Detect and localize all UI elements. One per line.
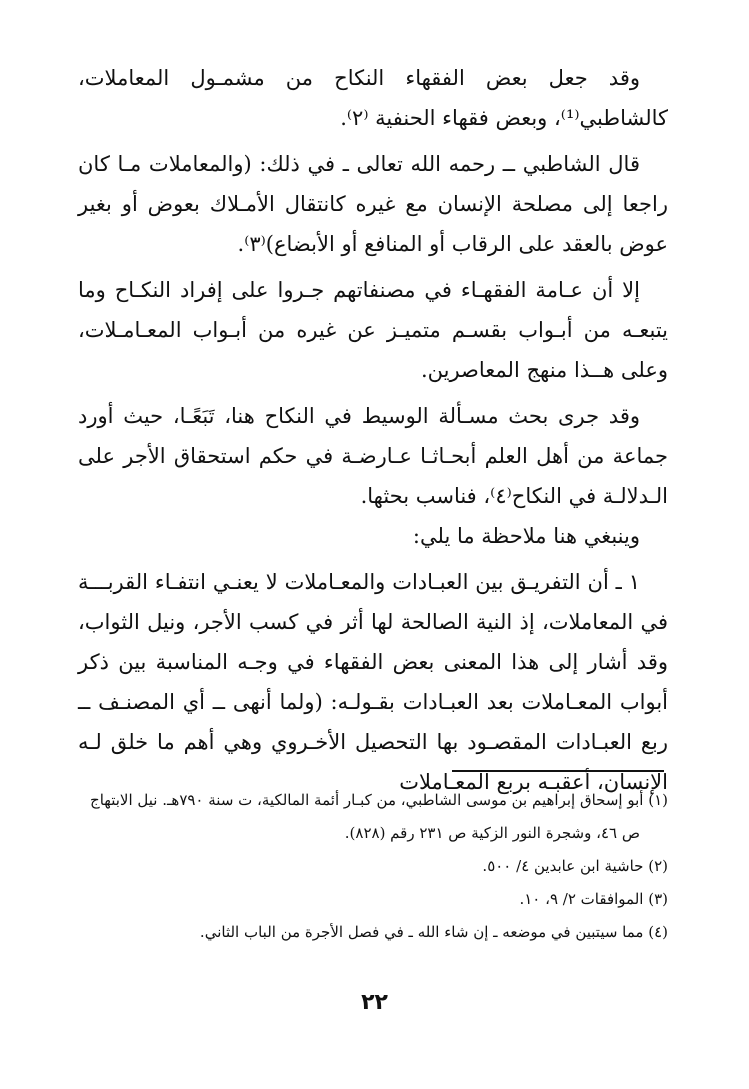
page-number: ٢٢ [361, 990, 388, 1015]
footnote-2: (٢) حاشية ابن عابدين ٤/ ٥٠٠. [482, 857, 668, 875]
paragraph-3: إلا أن عـامة الفقهـاء في مصنفاتهم جـروا على إفراد النكـاح وما يتبعـه من أبـواب بقسـم متميـز عن غيره من أبـواب المعـامـلات، وعلى هــذا منهج المعاصرين. [78, 278, 668, 382]
paragraph-5: وينبغي هنا ملاحظة ما يلي: [412, 524, 640, 548]
main-text [78, 58, 668, 802]
paragraph-6: ١ ـ أن التفريـق بين العبـادات والمعـاملات لا يعنـي انتفـاء القربـــة في المعاملات، إذ النية الصالحة لها أثر في كسب الأجر، ونيل الثواب، وقد أشار إلى هذا المعنى بعض الفقهاء في وجـه المناسبة بين ذكر أبواب المعـاملات بعد العبـادات بقـولـه: (ولما أنهى ــ أي المصنـف ــ ربع العبـادات المقصـود بها التحصيل الأخـروي وهي أهم ما خلق لـه الإنسان، أعقبـه بربع المعـاملات [78, 570, 668, 794]
paragraph-2: قال الشاطبي ــ رحمه الله تعالى ـ في ذلك: (والمعاملات مـا كان راجعا إلى مصلحة الإنسان مع غيره كانتقال الأمـلاك بعوض أو بغير عوض بالعقد على الرقاب أو المنافع أو الأبضاع)⁽٣⁾. [78, 152, 668, 256]
paragraph-4: وقد جرى بحث مسـألة الوسيط في النكاح هنا، تَبَعًـا، حيث أورد جماعة من أهل العلم أبحـاثـا عـارضـة في حكم استحقاق الأجر على الـدلالـة في النكاح⁽٤⁾، فناسب بحثها. [78, 404, 668, 508]
footnote-3: (٣) الموافقات ٢/ ٩، ١٠. [519, 890, 668, 908]
paragraph-1: وقد جعل بعض الفقهاء النكاح من مشمـول المعاملات، كالشاطبي⁽¹⁾، وبعض فقهاء الحنفية ⁽٢⁾. [78, 66, 668, 130]
footnote-1-continuation: ص ٤٦، وشجرة النور الزكية ص ٢٣١ رقم (٨٢٨). [344, 824, 640, 842]
footnote-divider [452, 770, 664, 772]
footnote-1: (١) أبو إسحاق إبراهيم بن موسى الشاطبي، من كبـار أئمة المالكية، ت سنة ٧٩٠هـ. نيل الابتهاج [90, 791, 668, 809]
footnotes [78, 784, 668, 949]
footnote-4: (٤) مما سيتبين في موضعه ـ إن شاء الله ـ في فصل الأجرة من الباب الثاني. [199, 923, 668, 941]
